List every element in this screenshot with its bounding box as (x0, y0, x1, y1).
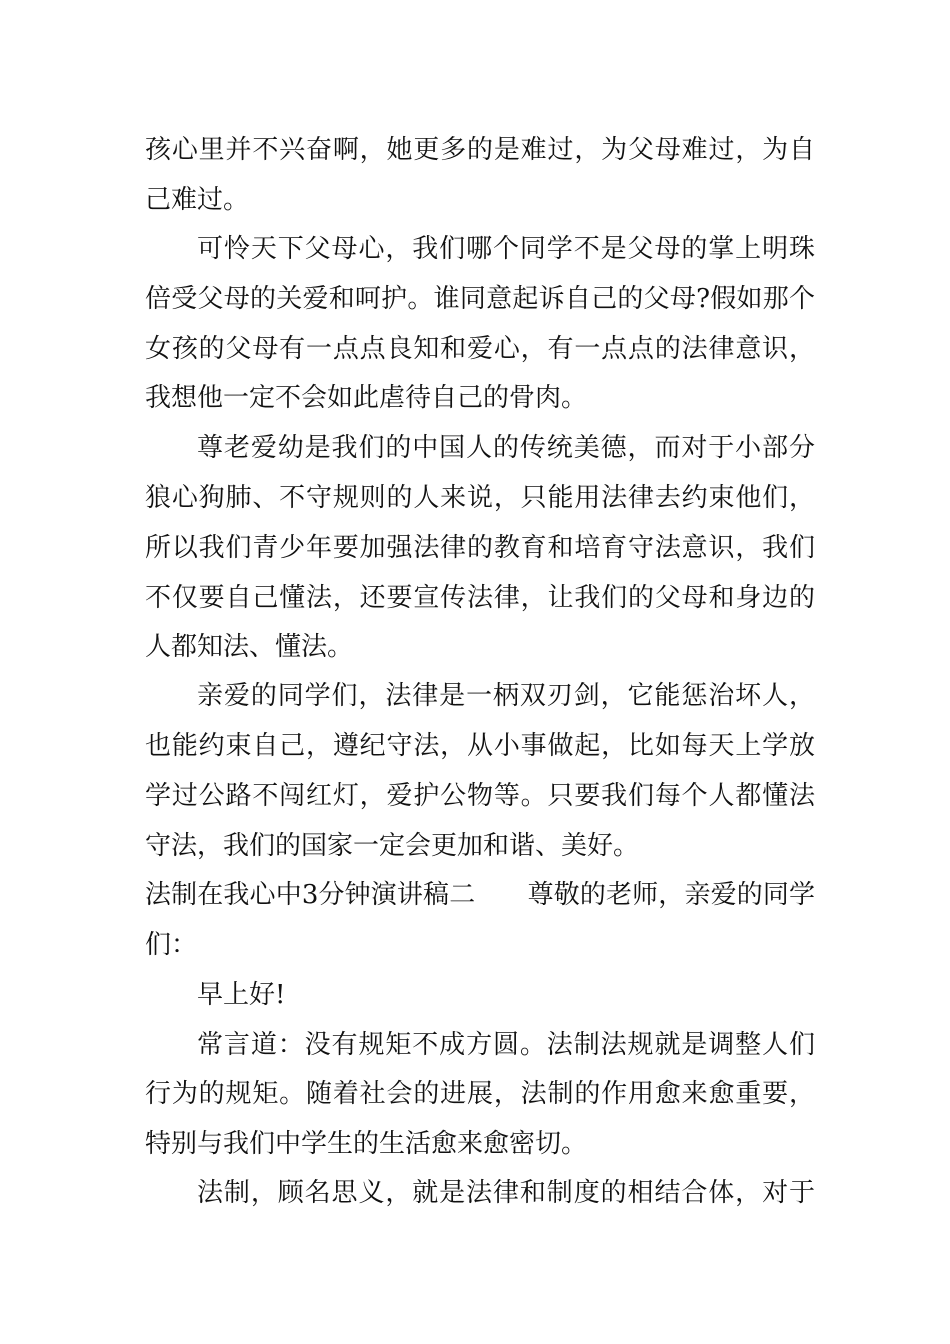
text-line: 也能约束自己，遵纪守法，从小事做起，比如每天上学放 (145, 731, 815, 761)
text-line: 孩心里并不兴奋啊，她更多的是难过，为父母难过，为自 (145, 135, 815, 165)
text-line: 己难过。 (145, 185, 250, 215)
text-line: 所以我们青少年要加强法律的教育和培育守法意识，我们 (145, 533, 815, 563)
text-line: 行为的规矩。随着社会的进展，法制的作用愈来愈重要， (145, 1079, 815, 1109)
text-line: 狼心狗肺、不守规则的人来说，只能用法律去约束他们， (145, 483, 815, 513)
text-line: 法制，顾名思义，就是法律和制度的相结合体，对于 (197, 1178, 815, 1208)
text-line: 尊老爱幼是我们的中国人的传统美德，而对于小部分 (197, 433, 815, 463)
text-line: 可怜天下父母心，我们哪个同学不是父母的掌上明珠 (197, 234, 815, 264)
text-line: 我想他一定不会如此虐待自己的骨肉。 (145, 383, 588, 413)
text-line: 倍受父母的关爱和呵护。谁同意起诉自己的父母?假如那个 (145, 284, 815, 314)
text-line: 亲爱的同学们，法律是一柄双刃剑，它能惩治坏人， (197, 681, 815, 711)
section-heading-line: 法制在我心中3分钟演讲稿二 尊敬的老师，亲爱的同学 (145, 880, 815, 910)
text-line: 常言道：没有规矩不成方圆。法制法规就是调整人们 (197, 1030, 815, 1060)
text-line: 们： (145, 930, 198, 960)
text-line: 学过公路不闯红灯，爱护公物等。只要我们每个人都懂法 (145, 781, 815, 811)
text-line: 特别与我们中学生的生活愈来愈密切。 (145, 1129, 588, 1159)
text-line: 不仅要自己懂法，还要宣传法律，让我们的父母和身边的 (145, 583, 815, 613)
text-line: 人都知法、懂法。 (145, 632, 354, 662)
text-line: 守法，我们的国家一定会更加和谐、美好。 (145, 831, 640, 861)
greeting-line: 早上好! (197, 980, 286, 1010)
text-line: 女孩的父母有一点点良知和爱心，有一点点的法律意识， (145, 334, 815, 364)
